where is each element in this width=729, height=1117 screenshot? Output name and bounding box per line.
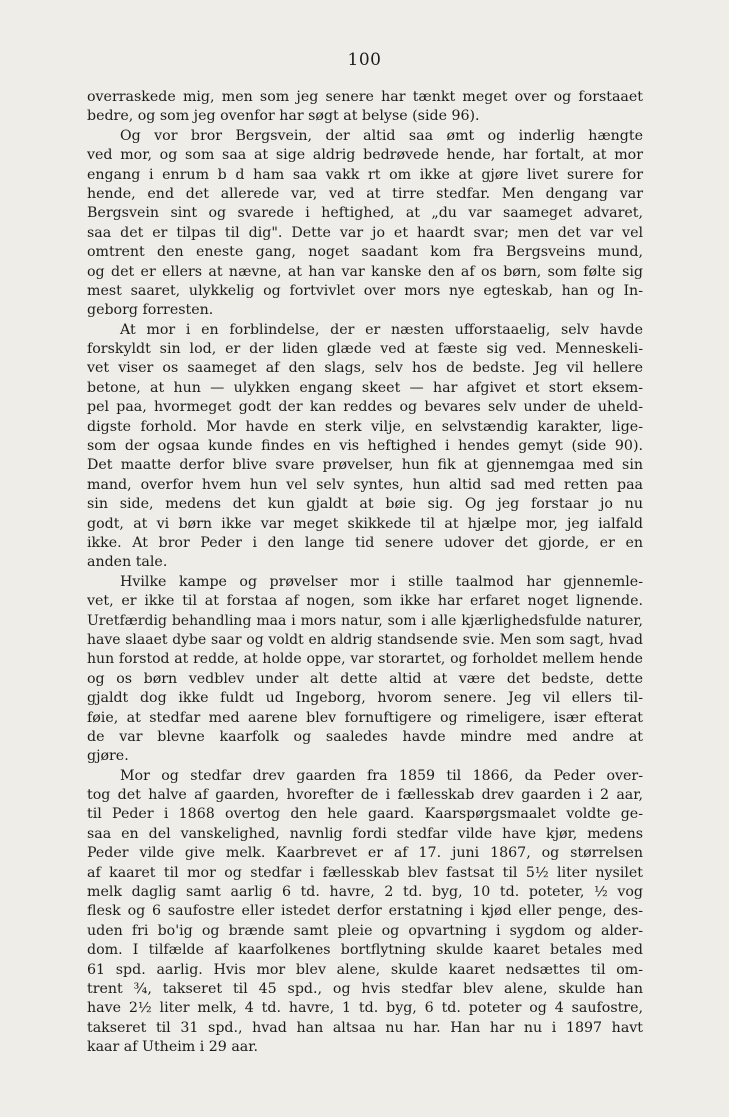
text-line: føie, at stedfar med aarene blev fornuftigere og rimeligere, især efterat [87,709,643,726]
text-line: tog det halve af gaarden, hvorefter de i fællesskab drev gaarden i 2 aar, [87,787,643,804]
text-line: saa det er tilpas til dig". Dette var jo et haardt svar; men det var vel [87,224,643,241]
text-line: uden fri bo'ig og brænde samt pleie og opvartning i sygdom og alder- [87,922,643,939]
text-line: hun forstod at redde, at holde oppe, var storartet, og forholdet mellem hende [87,651,643,668]
text-line: Peder vilde give melk. Kaarbrevet er af 17. juni 1867, og størrelsen [87,845,643,862]
text-line: forskyldt sin lod, er der liden glæde ved at fæste sig ved. Menneskeli- [87,341,643,358]
text-line: vet, er ikke til at forstaa af nogen, som ikke har erfaret noget lignende. [87,593,643,610]
text-line: og os børn vedblev under alt dette altid at være det bedste, dette [87,670,643,687]
text-line: bedre, og som jeg ovenfor har søgt at belyse (side 96). [87,108,480,125]
text-line: godt, at vi børn ikke var meget skikkede til at hjælpe mor, jeg ialfald [87,515,643,532]
text-line: mest saaret, ulykkelig og fortvivlet over mors nye egteskab, han og In- [87,282,643,299]
text-line: som der ogsaa kunde findes en vis heftighed i hendes gemyt (side 90). [87,438,643,455]
text-line: til Peder i 1868 overtog den hele gaard. Kaarspørgsmaalet voldte ge- [87,806,643,823]
text-line: pel paa, hvormeget godt der kan reddes og bevares selv under de uheld- [87,399,643,416]
text-line: engang i enrum b d ham saa vakk rt om ikke at gjøre livet surere for [87,166,643,183]
text-line: de var blevne kaarfolk og saaledes havde mindre med andre at [87,728,643,745]
text-line: vet viser os saameget af den slags, selv hos de bedste. Jeg vil hellere [87,360,643,377]
text-line: have 2½ liter melk, 4 td. havre, 1 td. byg, 6 td. poteter og 4 saufostre, [87,1000,643,1017]
page-number: 100 [347,50,382,70]
text-line: geborg forresten. [87,302,214,319]
text-line: Mor og stedfar drev gaarden fra 1859 til 1866, da Peder over- [120,767,643,784]
text-line: digste forhold. Mor havde en sterk vilje, en selvstændig karakter, lige- [87,418,643,435]
text-line: have slaaet dybe saar og voldt en aldrig standsende svie. Men som sagt, hvad [87,631,643,648]
text-line: 61 spd. aarlig. Hvis mor blev alene, skulde kaaret nedsættes til om- [87,961,643,978]
text-line: kaar af Utheim i 29 aar. [87,1039,258,1056]
text-line: dom. I tilfælde af kaarfolkenes bortflytning skulde kaaret betales med [87,942,643,959]
text-line: gjøre. [87,748,129,765]
body-text [87,88,643,1058]
text-line: sin side, medens det kun gjaldt at bøie sig. Og jeg forstaar jo nu [87,496,643,513]
text-line: anden tale. [87,554,168,571]
text-line: flesk og 6 saufostre eller istedet derfor erstatning i kjød eller penge, des- [87,903,643,920]
text-line: saa en del vanskelighed, navnlig fordi stedfar vilde have kjør, medens [87,825,643,842]
text-line: omtrent den eneste gang, noget saadant kom fra Bergsveins mund, [87,244,643,261]
text-line: takseret til 31 spd., hvad han altsaa nu har. Han har nu i 1897 havt [87,1019,643,1036]
text-line: melk daglig samt aarlig 6 td. havre, 2 td. byg, 10 td. poteter, ½ vog [87,884,643,901]
text-line: gjaldt dog ikke fuldt ud Ingeborg, hvorom senere. Jeg vil ellers til- [87,690,643,707]
text-line: hende, end det allerede var, ved at tirre stedfar. Men dengang var [87,185,643,202]
text-line: betone, at hun — ulykken engang skeet — har afgivet et stort eksem- [87,379,643,396]
text-line: trent ¾, takseret til 45 spd., og hvis stedfar blev alene, skulde han [87,980,643,997]
text-line: Hvilke kampe og prøvelser mor i stille taalmod har gjennemle- [120,573,643,590]
text-line: ved mor, og som saa at sige aldrig bedrøvede hende, har fortalt, at mor [87,147,643,164]
text-line: At mor i en forblindelse, der er næsten ufforstaaelig, selv havde [120,321,643,338]
text-line: og det er ellers at nævne, at han var kanske den af os børn, som følte sig [87,263,643,280]
text-line: Bergsvein sint og svarede i heftighed, at „du var saameget advaret, [87,205,643,222]
text-line: af kaaret til mor og stedfar i fællesskab blev fastsat til 5½ liter nysilet [87,864,643,881]
text-line: Og vor bror Bergsvein, der altid saa ømt og inderlig hængte [120,127,643,144]
text-line: Det maatte derfor blive svare prøvelser, hun fik at gjennemgaa med sin [87,457,643,474]
text-line: mand, overfor hvem hun vel selv syntes, hun altid sad med retten paa [87,476,643,493]
text-line: ikke. At bror Peder i den lange tid senere udover det gjorde, er en [87,534,643,551]
text-line: overraskede mig, men som jeg senere har tænkt meget over og forstaaet [87,89,643,105]
text-line: Uretfærdig behandling maa i mors natur, som i alle kjærlighedsfulde naturer, [87,612,643,629]
